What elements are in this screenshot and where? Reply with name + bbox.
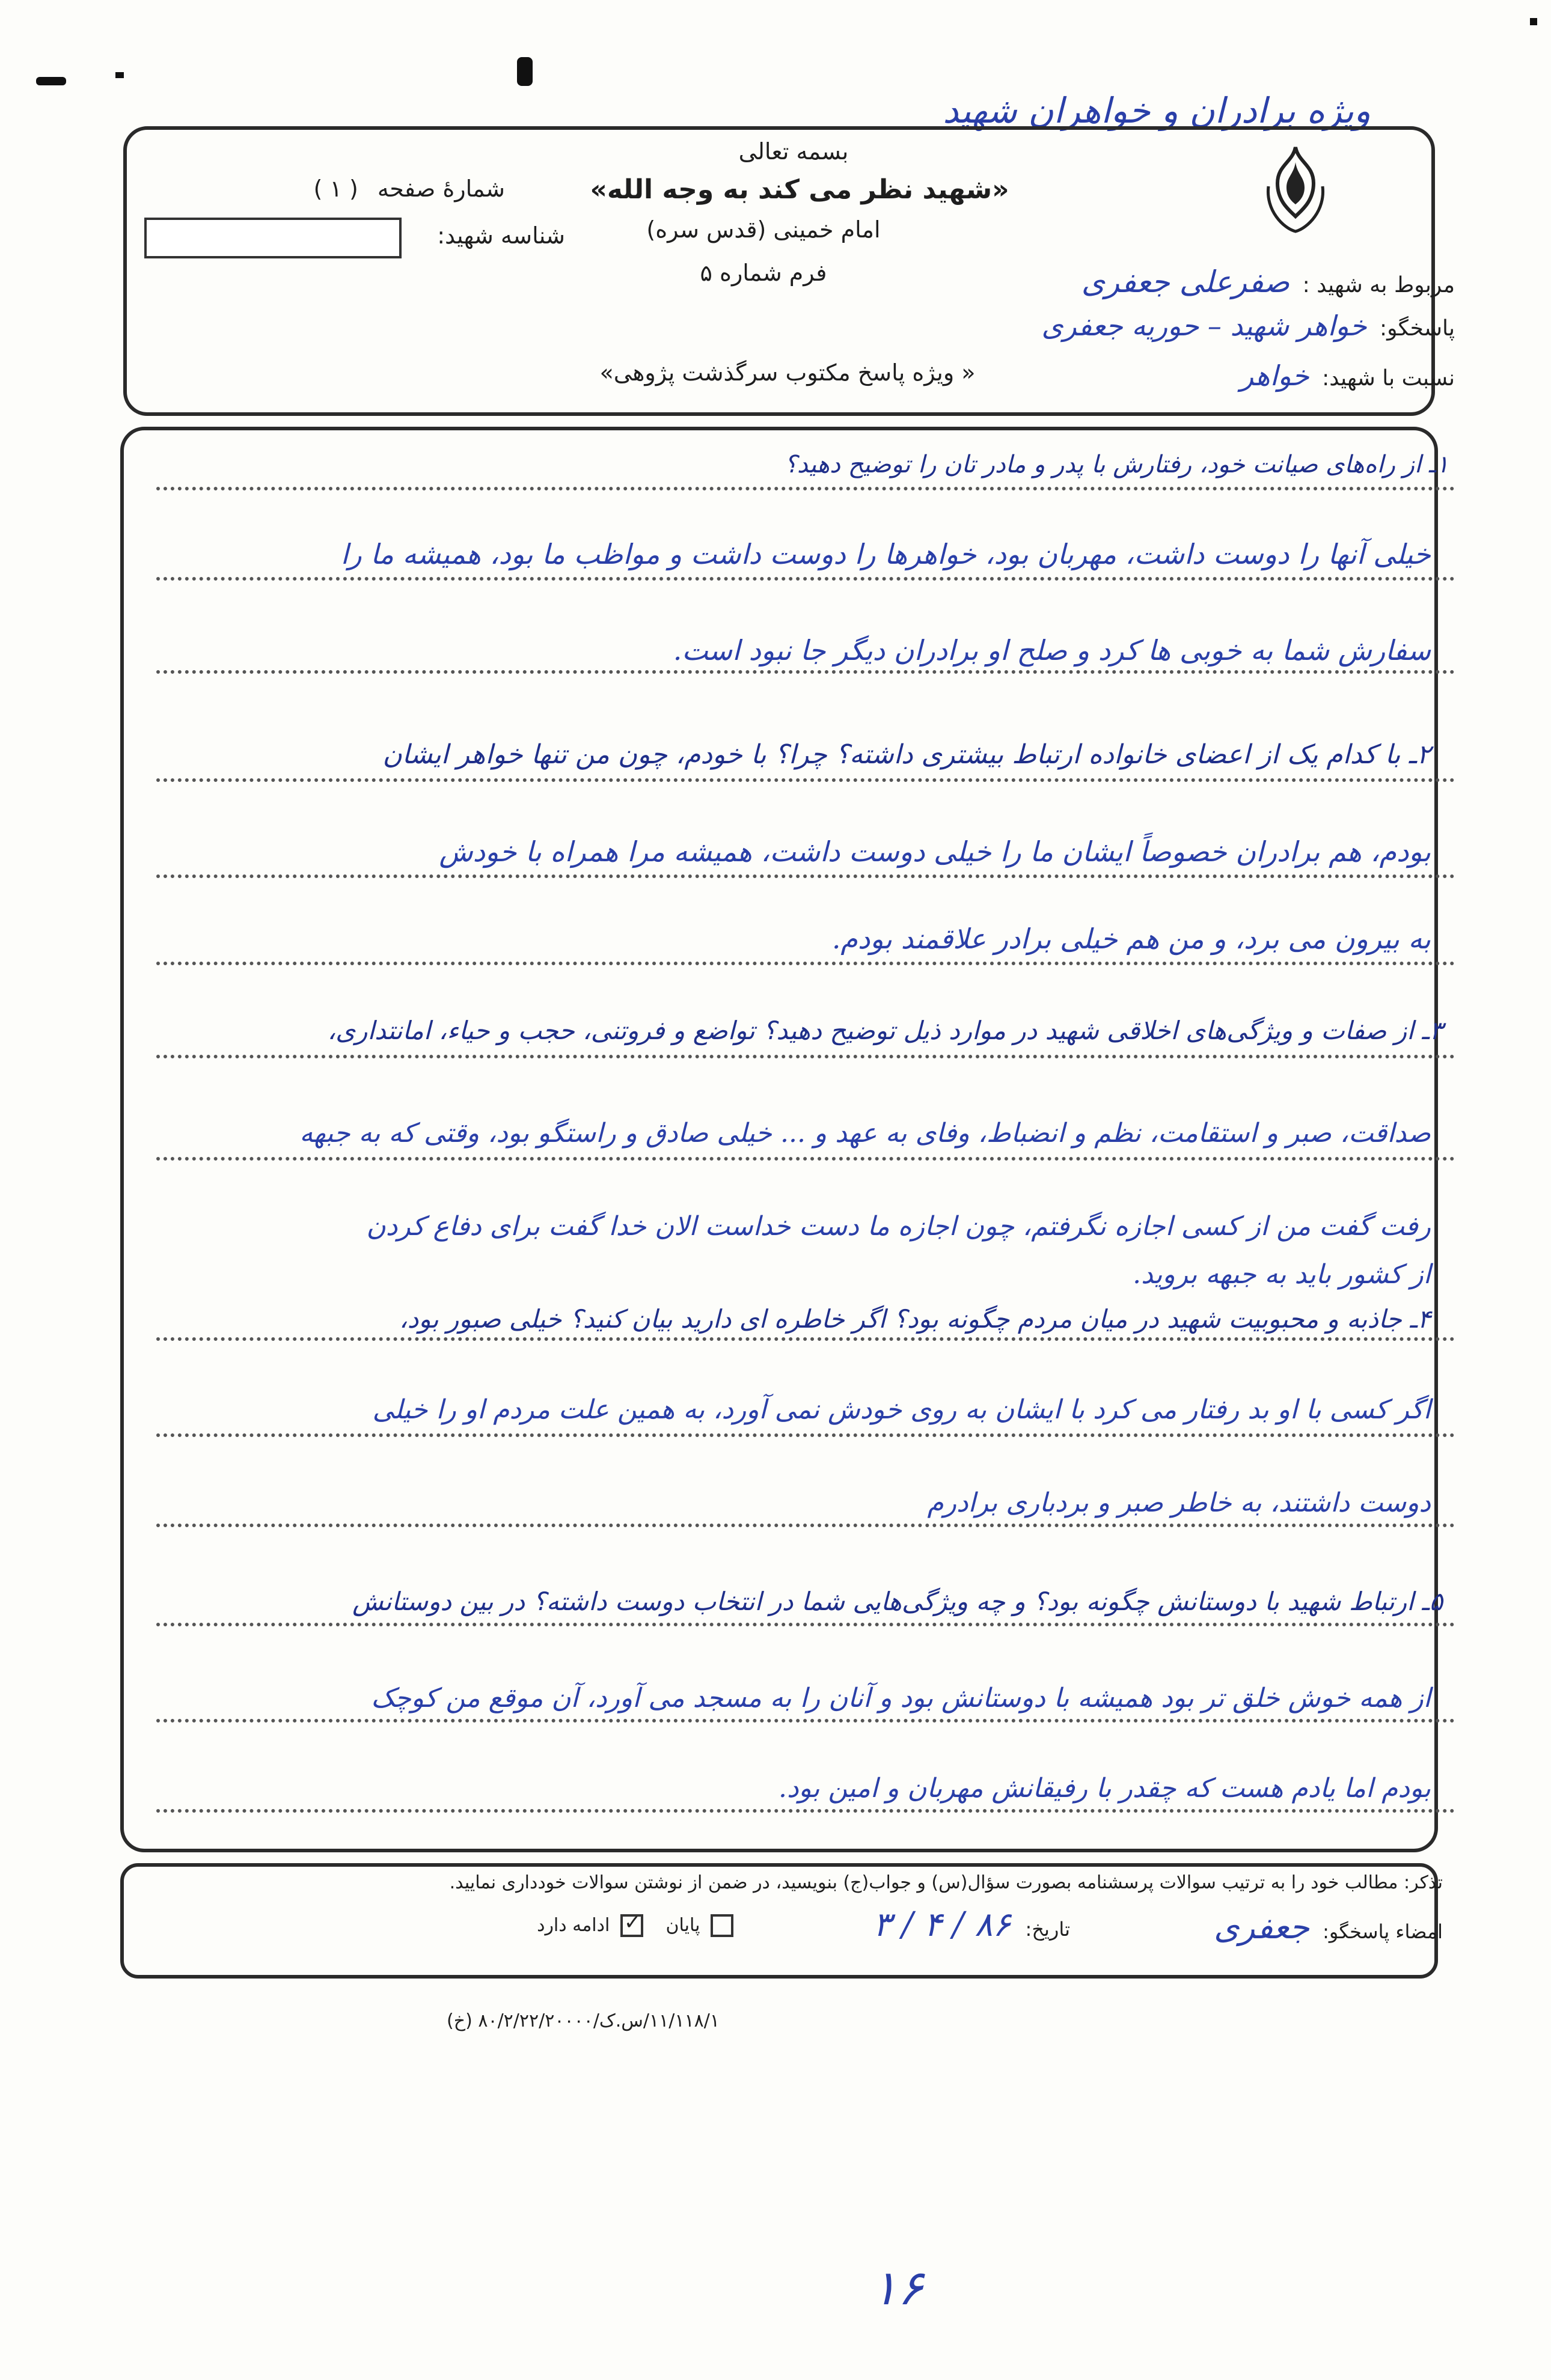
date-row: [782, 1905, 1070, 1944]
continued-checkbox[interactable]: [620, 1914, 643, 1937]
rule-line: [156, 1719, 1455, 1722]
answer-line: به بیرون می برد، و من هم خیلی برادر علاقمند بودم.: [831, 923, 1431, 955]
answer-line: بودم اما یادم هست که چقدر با رفیقانش مهربان و امین بود.: [778, 1773, 1431, 1804]
quote: «شهید نظر می کند به وجه الله»: [590, 174, 1009, 205]
end-label: پایان: [665, 1914, 700, 1936]
related-to-label: مربوط به شهید :: [1302, 273, 1455, 298]
page-number-row: [168, 175, 505, 202]
relation-value: خواهر: [1240, 359, 1309, 392]
answer-line: رفت گفت من از کسی اجازه نگرفتم، چون اجازه ما دست خداست الان خدا گفت برای دفاع کردن: [366, 1211, 1431, 1242]
date-value: ۸۶ / ۴ / ۳: [873, 1905, 1011, 1944]
rule-line: [156, 874, 1455, 878]
respondent-label: پاسخگو:: [1380, 316, 1455, 341]
relation-label: نسبت با شهید:: [1322, 366, 1455, 391]
foundation-logo-icon: [1256, 144, 1335, 234]
reminder-text: تذکر: مطالب خود را به ترتیب سوالات پرسشنامه بصورت سؤال(س) و جواب(ج) بنویسید، در ضمن از نوشتن سوالات خودداری نمایید.: [449, 1872, 1443, 1893]
page-number-label: شمارهٔ صفحه: [377, 175, 505, 202]
form-subtitle: « ویژه پاسخ مکتوب سرگذشت پژوهی»: [599, 359, 976, 386]
answer-line: سفارش شما به خوبی ها کرد و صلح او برادران دیگر جا نبود است.: [673, 634, 1431, 667]
rule-line: [156, 577, 1455, 581]
rule-line: [156, 487, 1455, 490]
rule-line: [156, 1157, 1455, 1161]
rule-line: [156, 1055, 1455, 1058]
related-to-row: [974, 264, 1455, 299]
basmala: بسمه تعالی: [738, 138, 849, 165]
question-2: ۲ـ با کدام یک از اعضای خانواده ارتباط بیشتری داشته؟ چرا؟ با خودم، چون من تنها خواهر ایشان: [382, 739, 1431, 770]
quote-author: امام خمینی (قدس سره): [646, 216, 881, 243]
sheet-number: ۱۶: [872, 2260, 923, 2316]
rule-line: [156, 1623, 1455, 1626]
answer-line: اگر کسی با او بد رفتار می کرد با ایشان به روی خودش نمی آورد، به همین علت مردم او را خیلی: [372, 1394, 1431, 1425]
form-code: ۱۱/۱۱۸/۱/س.ک/۸۰/۲/۲۲/۲۰۰۰۰ (خ): [447, 2010, 720, 2031]
signature-value: جعفری: [1214, 1908, 1309, 1946]
martyr-id-label: شناسه شهید:: [437, 222, 565, 249]
scan-mark: [517, 57, 533, 86]
end-checkbox[interactable]: [711, 1914, 733, 1937]
rule-line: [156, 1433, 1455, 1437]
scan-mark: [1530, 18, 1537, 25]
status-checkboxes: [421, 1914, 733, 1937]
rule-line: [156, 1809, 1455, 1813]
scan-mark: [36, 77, 66, 85]
rule-line: [156, 1524, 1455, 1527]
answer-line: دوست داشتند، به خاطر صبر و بردباری برادرم: [927, 1488, 1431, 1518]
relation-row: [1034, 359, 1455, 392]
signature-label: امضاء پاسخگو:: [1323, 1920, 1443, 1943]
rule-line: [156, 778, 1455, 782]
rule-line: [156, 962, 1455, 965]
signature-row: [1106, 1908, 1443, 1946]
martyr-id-field[interactable]: [144, 218, 402, 258]
related-to-value: صفرعلی جعفری: [1081, 264, 1290, 299]
answer-line: بودم، هم برادران خصوصاً ایشان ما را خیلی دوست داشت، همیشه مرا همراه با خودش: [439, 835, 1431, 868]
answer-line: صداقت، صبر و استقامت، نظم و انضباط، وفای به عهد و ... خیلی صادق و راستگو بود، وقتی که به جبهه: [299, 1118, 1431, 1149]
continued-label: ادامه دارد: [537, 1914, 610, 1936]
question-4: ۴ـ جاذبه و محبوبیت شهید در میان مردم چگونه بود؟ اگر خاطره ای دارید بیان کنید؟ خیلی صبور بود،: [399, 1304, 1431, 1334]
form-number: فرم شماره ۵: [700, 260, 827, 286]
rule-line: [156, 670, 1455, 674]
question-3: ۳ـ از صفات و ویژگی‌های اخلاقی شهید در موارد ذیل توضیح دهید؟ تواضع و فروتنی، حجب و حیاء، امانتداری،: [327, 1016, 1443, 1045]
answer-line: خیلی آنها را دوست داشت، مهربان بود، خواهرها را دوست داشت و مواظب ما بود، همیشه ما را: [340, 538, 1431, 570]
rule-line: [156, 1337, 1455, 1341]
respondent-value: خواهر شهید – حوریه جعفری: [1041, 310, 1367, 342]
answer-line: از کشور باید به جبهه بروید.: [1133, 1259, 1431, 1290]
answer-line: از همه خوش خلق تر بود همیشه با دوستانش بود و آنان را به مسجد می آورد، آن موقع من کوچک: [371, 1683, 1431, 1713]
scan-mark: [115, 72, 124, 78]
question-1: [156, 451, 1449, 478]
page-number-value: ( ۱ ): [313, 175, 358, 202]
question-text: ۱ـ از راه‌های صیانت خود، رفتارش با پدر و مادر تان را توضیح دهید؟: [784, 451, 1449, 478]
respondent-row: [914, 310, 1455, 342]
date-label: تاریخ:: [1025, 1918, 1070, 1941]
top-note: ویژه برادران و خواهران شهید: [943, 90, 1371, 131]
question-5: ۵ـ ارتباط شهید با دوستانش چگونه بود؟ و چه ویژگی‌هایی شما در انتخاب دوست داشته؟ در بین دوستانش: [352, 1587, 1443, 1616]
